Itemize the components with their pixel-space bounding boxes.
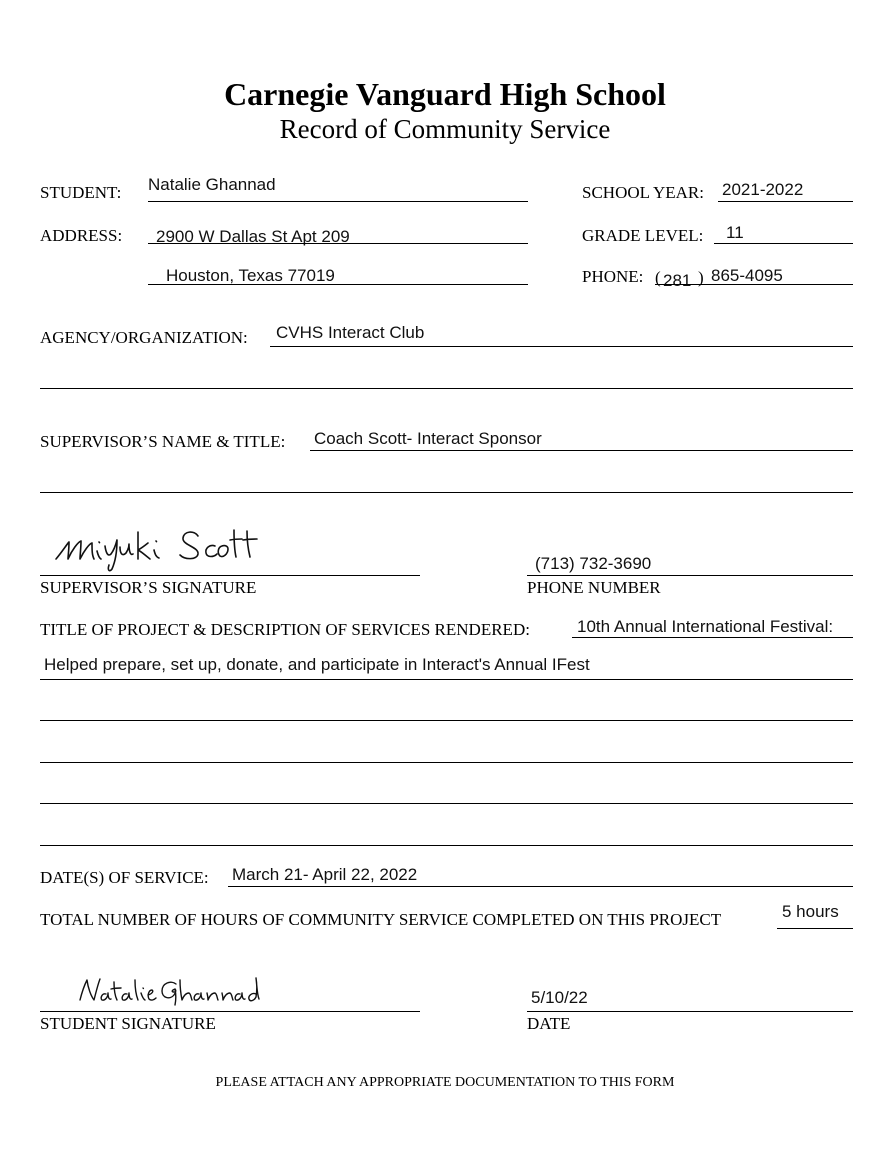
project-line-4 xyxy=(40,803,853,804)
supervisor-phone-label: PHONE NUMBER xyxy=(527,578,661,597)
dates-value: March 21- April 22, 2022 xyxy=(232,865,418,884)
project-line-1 xyxy=(40,679,853,680)
project-line-5 xyxy=(40,845,853,846)
phone-label: PHONE: xyxy=(582,267,644,286)
grade-level-underline xyxy=(714,243,853,244)
school-year-label: SCHOOL YEAR: xyxy=(582,183,704,202)
supervisor-signature-image xyxy=(50,526,300,574)
phone-paren-close: ) xyxy=(698,268,704,287)
student-signature-underline xyxy=(40,1011,420,1012)
supervisor-phone-underline xyxy=(527,575,853,576)
project-line-2 xyxy=(40,720,853,721)
supervisor-value: Coach Scott- Interact Sponsor xyxy=(314,429,542,448)
address-line2-value: Houston, Texas 77019 xyxy=(166,266,335,285)
project-title-value: 10th Annual International Festival: xyxy=(577,617,834,636)
agency-label: AGENCY/ORGANIZATION: xyxy=(40,328,248,347)
date-underline xyxy=(527,1011,853,1012)
school-year-value: 2021-2022 xyxy=(722,180,804,199)
project-line-3 xyxy=(40,762,853,763)
student-signature-image xyxy=(76,974,261,1008)
project-title-underline xyxy=(572,637,853,638)
phone-number-value: 865-4095 xyxy=(711,266,783,285)
grade-level-value: 11 xyxy=(726,223,744,242)
project-label: TITLE OF PROJECT & DESCRIPTION OF SERVICES RENDERED: xyxy=(40,620,530,639)
agency-extra-line xyxy=(40,388,853,389)
agency-underline xyxy=(270,346,853,347)
hours-value: 5 hours xyxy=(782,902,839,921)
address-line1-underline xyxy=(148,243,528,244)
attach-documentation-note: PLEASE ATTACH ANY APPROPRIATE DOCUMENTATION TO THIS FORM xyxy=(215,1075,675,1090)
hours-underline xyxy=(777,928,853,929)
student-signature-label: STUDENT SIGNATURE xyxy=(40,1014,216,1033)
project-description-value: Helped prepare, set up, donate, and participate in Interact's Annual IFest xyxy=(44,655,590,674)
school-name: Carnegie Vanguard High School xyxy=(224,76,666,112)
phone-underline xyxy=(655,284,853,285)
school-year-underline xyxy=(718,201,853,202)
phone-paren-open: ( xyxy=(655,268,661,287)
date-label: DATE xyxy=(527,1014,571,1033)
supervisor-label: SUPERVISOR’S NAME & TITLE: xyxy=(40,432,286,451)
grade-level-label: GRADE LEVEL: xyxy=(582,226,704,245)
form-title: Record of Community Service xyxy=(279,114,611,144)
student-underline xyxy=(148,201,528,202)
address-line1-value: 2900 W Dallas St Apt 209 xyxy=(156,227,350,246)
student-name-value: Natalie Ghannad xyxy=(148,175,276,194)
supervisor-signature-underline xyxy=(40,575,420,576)
address-label: ADDRESS: xyxy=(40,226,123,245)
agency-value: CVHS Interact Club xyxy=(276,323,425,342)
dates-underline xyxy=(228,886,853,887)
supervisor-phone-value: (713) 732-3690 xyxy=(535,554,652,573)
supervisor-underline xyxy=(310,450,853,451)
hours-label: TOTAL NUMBER OF HOURS OF COMMUNITY SERVICE COMPLETED ON THIS PROJECT xyxy=(40,910,722,929)
student-label: STUDENT: xyxy=(40,183,122,202)
supervisor-extra-line xyxy=(40,492,853,493)
date-value: 5/10/22 xyxy=(531,988,588,1007)
address-line2-underline xyxy=(148,284,528,285)
supervisor-signature-label: SUPERVISOR’S SIGNATURE xyxy=(40,578,257,597)
dates-label: DATE(S) OF SERVICE: xyxy=(40,868,209,887)
phone-area-code-value: 281 xyxy=(663,271,692,290)
